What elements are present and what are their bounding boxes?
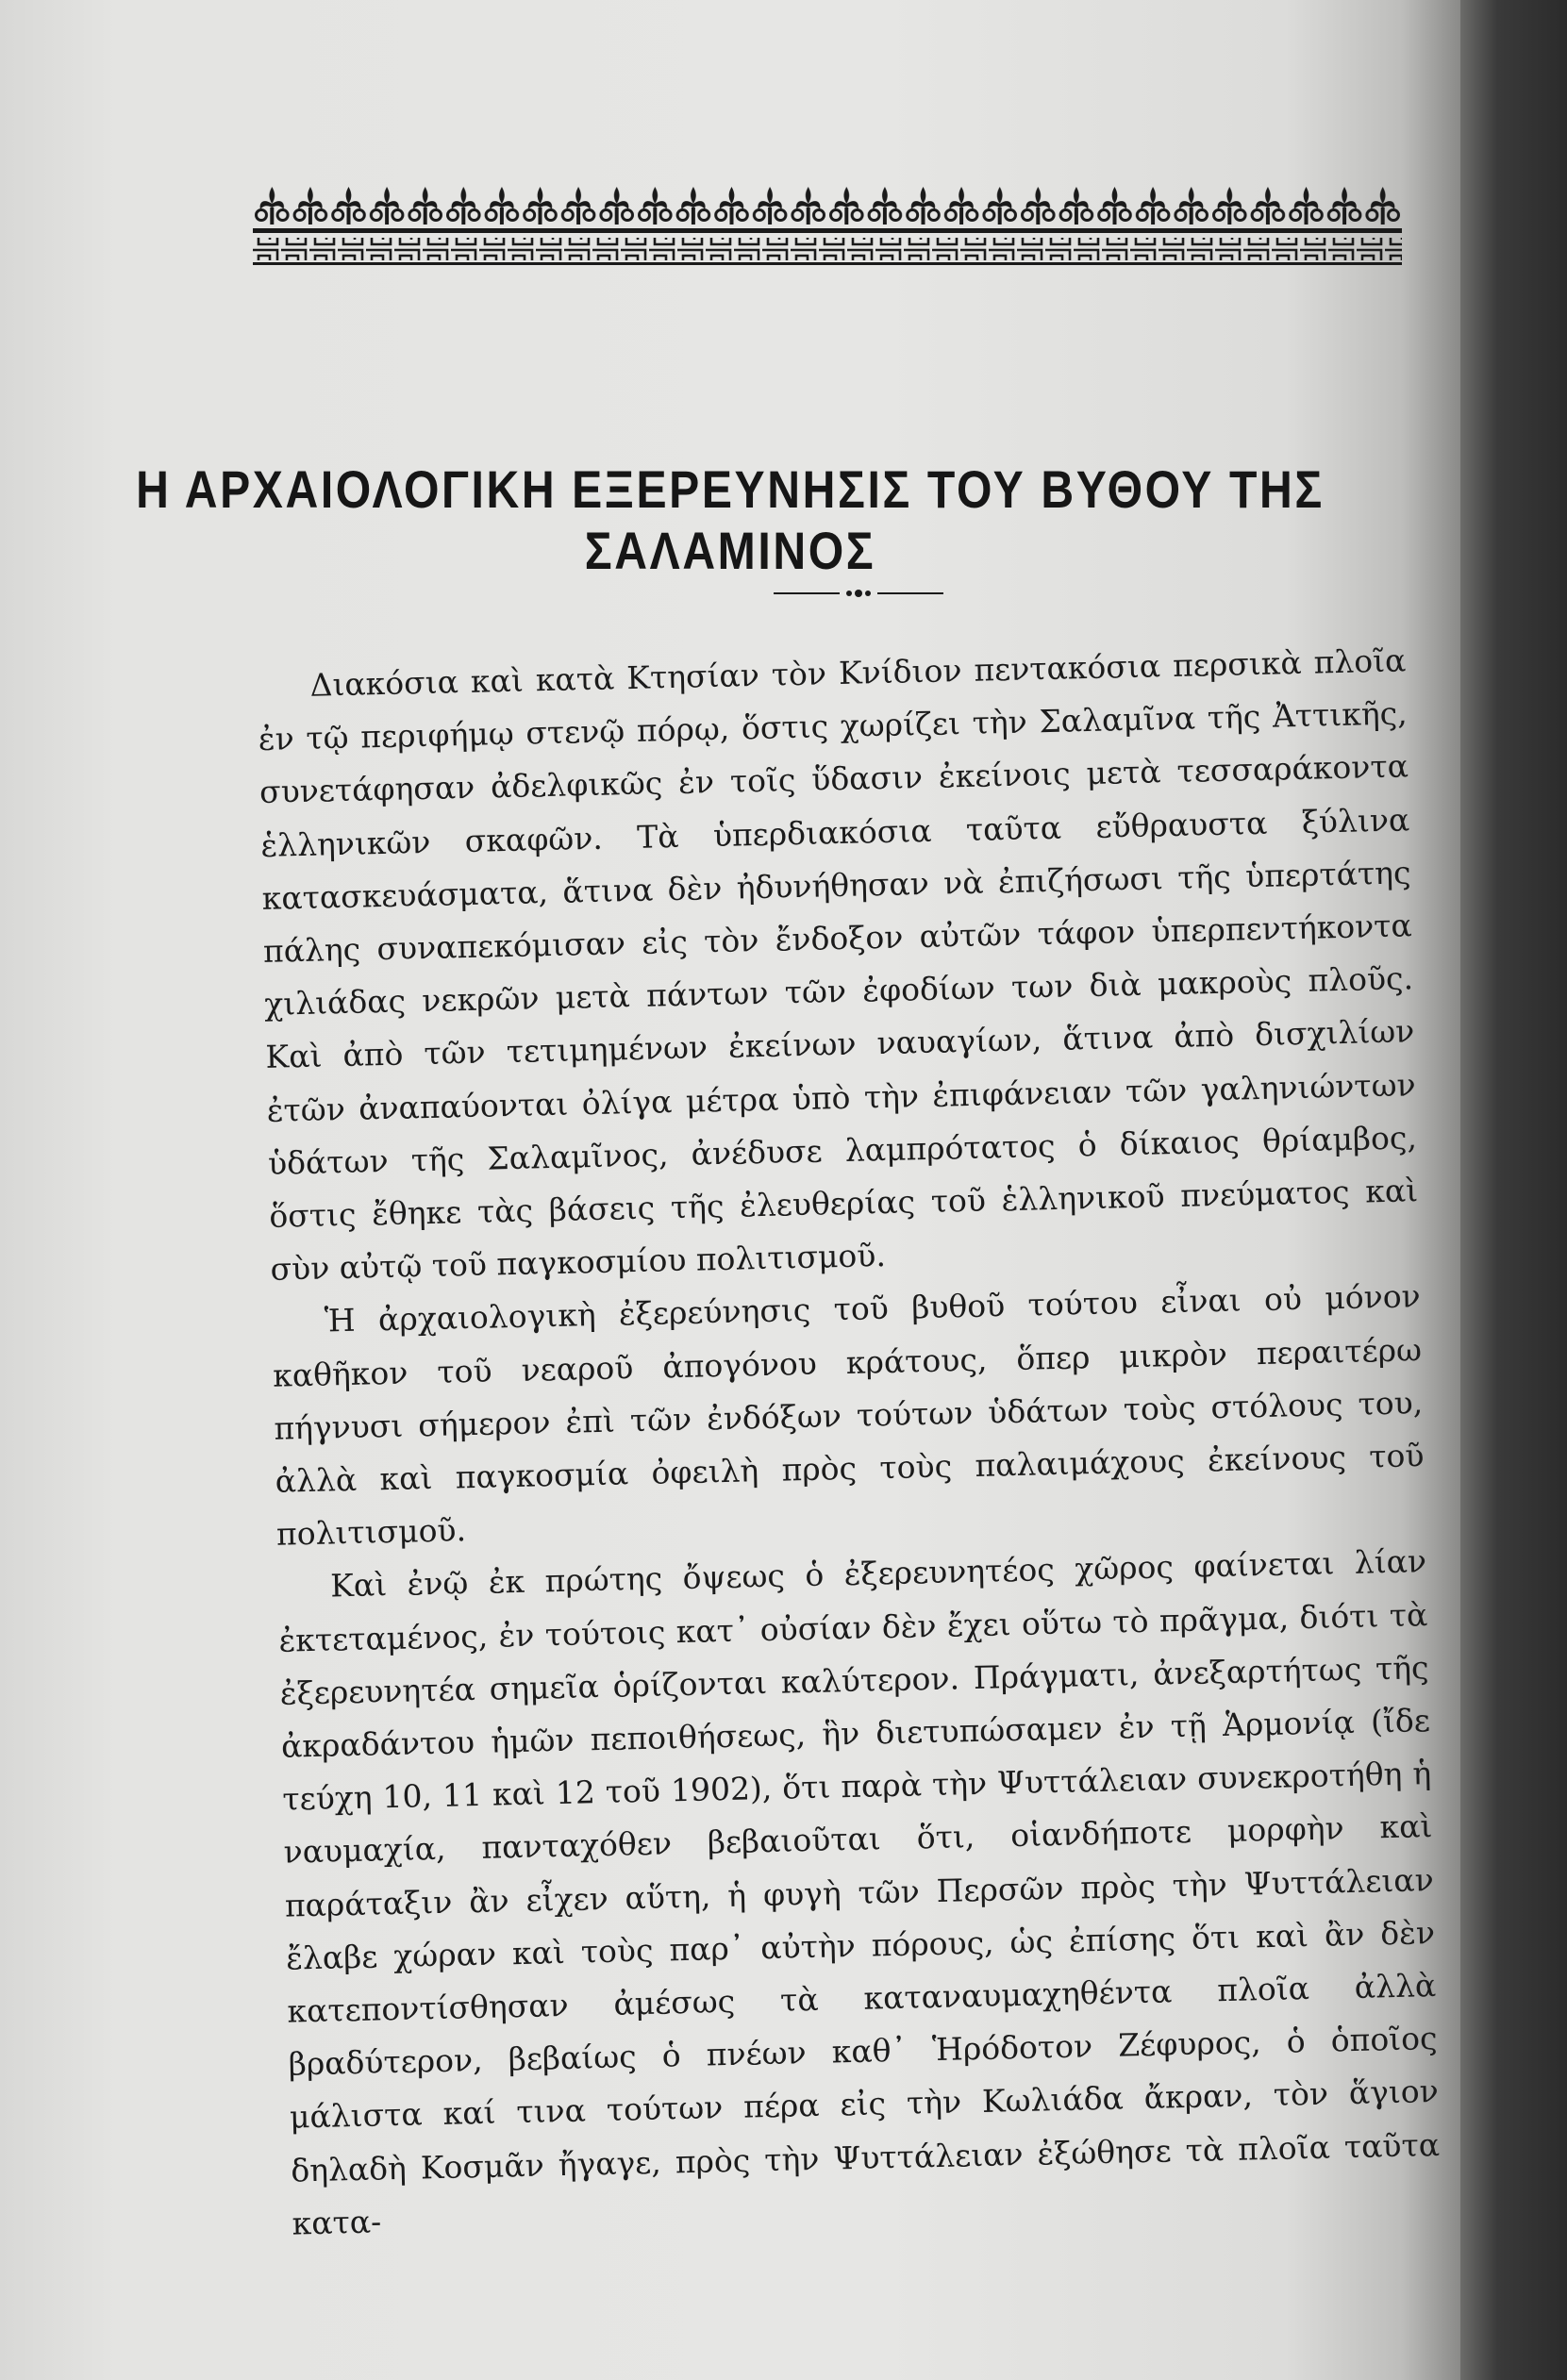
body-paragraph-2: Ἡ ἀρχαιολογικὴ ἐξερεύνησις τοῦ βυθοῦ τούτου εἶναι οὐ μόνον καθῆκον τοῦ νεαροῦ ἀπογόνου κράτους, ὅπερ μικρὸν περαιτέρω πήγνυσι σήμερον ἐπὶ τῶν ἐνδόξων τούτων ὑδάτων τοὺς στόλους του, ἀλλὰ καὶ παγκοσμία ὀφειλὴ πρὸς τοὺς παλαιμάχους ἐκείνους τοῦ πολιτισμοῦ.: [272, 1277, 1425, 1554]
title-divider-ornament: [774, 587, 943, 600]
body-paragraph-3: Καὶ ἐνῷ ἐκ πρώτης ὄψεως ὁ ἐξερευνητέος χῶρος φαίνεται λίαν ἐκτεταμένος, ἐν τούτοις κατ᾽ οὐσίαν δὲν ἔχει οὕτω τὸ πρᾶγμα, διότι τὰ ἐξερευνητέα σημεῖα ὁρίζονται καλύτερον. Πράγματι, ἀνεξαρτήτως τῆς ἀκραδάντου ἡμῶν πεποιθήσεως, ἣν διετυπώσαμεν ἐν τῇ Ἁρμονίᾳ (ἴδε τεύχη 10, 11 καὶ 12 τοῦ 1902), ὅτι παρὰ τὴν Ψυττάλειαν συνεκροτήθη ἡ ναυμαχία, πανταχόθεν βεβαιοῦται ὅτι, οἱανδήποτε μορφὴν καὶ παράταξιν ἂν εἶχεν αὕτη, ἡ φυγὴ τῶν Περσῶν πρὸς τὴν Ψυττάλειαν ἔλαβε χώραν καὶ τοὺς παρ᾽ αὐτὴν πόρους, ὡς ἐπίσης ὅτι καὶ ἂν δὲν κατεποντίσθησαν ἀμέσως τὰ καταναυμαχηθέντα πλοῖα ἀλλὰ βραδύτερον, βεβαίως ὁ πνέων καθ᾽ Ἡρόδοτον Ζέφυρος, ὁ ὁποῖος μάλιστα καί τινα τούτων πέρα εἰς τὴν Κωλιάδα ἄκραν, τὸν ἅγιον δηλαδὴ Κοσμᾶν ἤγαγε, πρὸς τὴν Ψυττάλειαν ἐξώθησε τὰ πλοῖα ταῦτα κατα-: [278, 1542, 1441, 2242]
article-title: Η ΑΡΧΑΙΟΛΟΓΙΚΗ ΕΞΕΡΕΥΝΗΣΙΣ ΤΟΥ ΒΥΘΟΥ ΤΗΣ ΣΑΛΑΜΙΝΟΣ: [136, 459, 1325, 580]
body-paragraph-1: Διακόσια καὶ κατὰ Κτησίαν τὸν Κνίδιον πεντακόσια περσικὰ πλοῖα ἐν τῷ περιφήμῳ στενῷ πόρῳ, ὅστις χωρίζει τὴν Σαλαμῖνα τῆς Ἀττικῆς, συνετάφησαν ἀδελφικῶς ἐν τοῖς ὕδασιν ἐκείνοις μετὰ τεσσαράκοντα ἑλληνικῶν σκαφῶν. Τὰ ὑπερδιακόσια ταῦτα εὔθραυστα ξύλινα κατασκευάσματα, ἅτινα δὲν ἠδυνήθησαν νὰ ἐπιζήσωσι τῆς ὑπερτάτης πάλης συναπεκόμισαν εἰς τὸν ἔνδοξον αὐτῶν τάφον ὑπερπεντήκοντα χιλιάδας νεκρῶν μετὰ πάντων τῶν ἐφοδίων των διὰ μακροὺς πλοῦς. Καὶ ἀπὸ τῶν τετιμημένων ἐκείνων ναυαγίων, ἅτινα ἀπὸ δισχιλίων ἐτῶν ἀναπαύονται ὀλίγα μέτρα ὑπὸ τὴν ἐπιφάνειαν τῶν γαληνιώντων ὑδάτων τῆς Σαλαμῖνος, ἀνέδυσε λαμπρότατος ὁ δίκαιος θρίαμβος, ὅστις ἔθηκε τὰς βάσεις τῆς ἐλευθερίας τοῦ ἑλληνικοῦ πνεύματος καὶ σὺν αὐτῷ τοῦ παγκοσμίου πολιτισμοῦ.: [258, 641, 1419, 1289]
article-body: [257, 634, 1442, 2250]
book-gutter-shadow: [1460, 0, 1567, 2380]
ornamental-header-band: [253, 185, 1402, 266]
